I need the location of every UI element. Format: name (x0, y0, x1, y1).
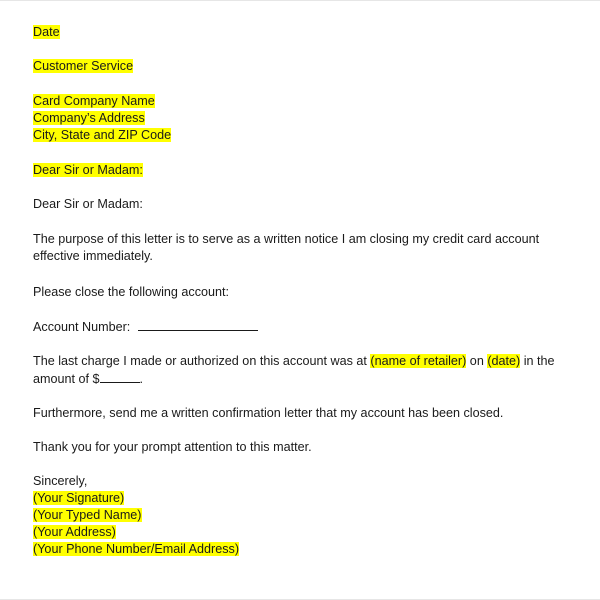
amount-blank (100, 370, 140, 383)
purpose-line-1: The purpose of this letter is to serve as a written notice I am closing my credit card account (33, 232, 540, 246)
date-line (33, 24, 60, 41)
salutation-placeholder: Dear Sir or Madam: (33, 163, 143, 177)
contact-line (33, 541, 239, 558)
typed-name-line (33, 507, 142, 524)
company-address-placeholder: Company’s Address (33, 111, 145, 125)
address-placeholder: (Your Address) (33, 525, 116, 539)
company-address-line (33, 110, 145, 127)
typed-name-placeholder: (Your Typed Name) (33, 508, 142, 522)
account-number-line (33, 318, 258, 336)
signature-placeholder: (Your Signature) (33, 491, 125, 505)
amount-label: amount of $ (33, 372, 100, 386)
date-of-charge-placeholder: (date) (487, 354, 521, 368)
salutation-placeholder-line (33, 162, 143, 179)
recipient-placeholder: Customer Service (33, 59, 134, 73)
confirmation-request: Furthermore, send me a written confirmation letter that my account has been closed. (33, 406, 504, 420)
contact-placeholder: (Your Phone Number/Email Address) (33, 542, 240, 556)
account-number-label: Account Number: (33, 320, 131, 334)
account-number-blank (138, 318, 258, 331)
salutation: Dear Sir or Madam: (33, 197, 143, 211)
close-request: Please close the following account: (33, 285, 230, 299)
address-line (33, 524, 116, 541)
purpose-line-2: effective immediately. (33, 249, 153, 263)
company-name-line (33, 93, 155, 110)
signature-line (33, 490, 124, 507)
city-state-zip-placeholder: City, State and ZIP Code (33, 128, 172, 142)
sincerely: Sincerely, (33, 474, 88, 488)
amount-line (33, 370, 143, 388)
city-state-zip-line (33, 127, 171, 144)
amount-period: . (139, 372, 144, 386)
recipient-line (33, 58, 133, 75)
last-charge-text: The last charge I made or authorized on this account was at (33, 354, 371, 368)
thanks-line: Thank you for your prompt attention to this matter. (33, 440, 312, 454)
on-word: on (466, 354, 488, 368)
last-charge-suffix: in the (520, 354, 555, 368)
date-placeholder: Date (33, 25, 60, 39)
retailer-placeholder: (name of retailer) (370, 354, 467, 368)
last-charge-line (33, 353, 555, 370)
company-name-placeholder: Card Company Name (33, 94, 155, 108)
